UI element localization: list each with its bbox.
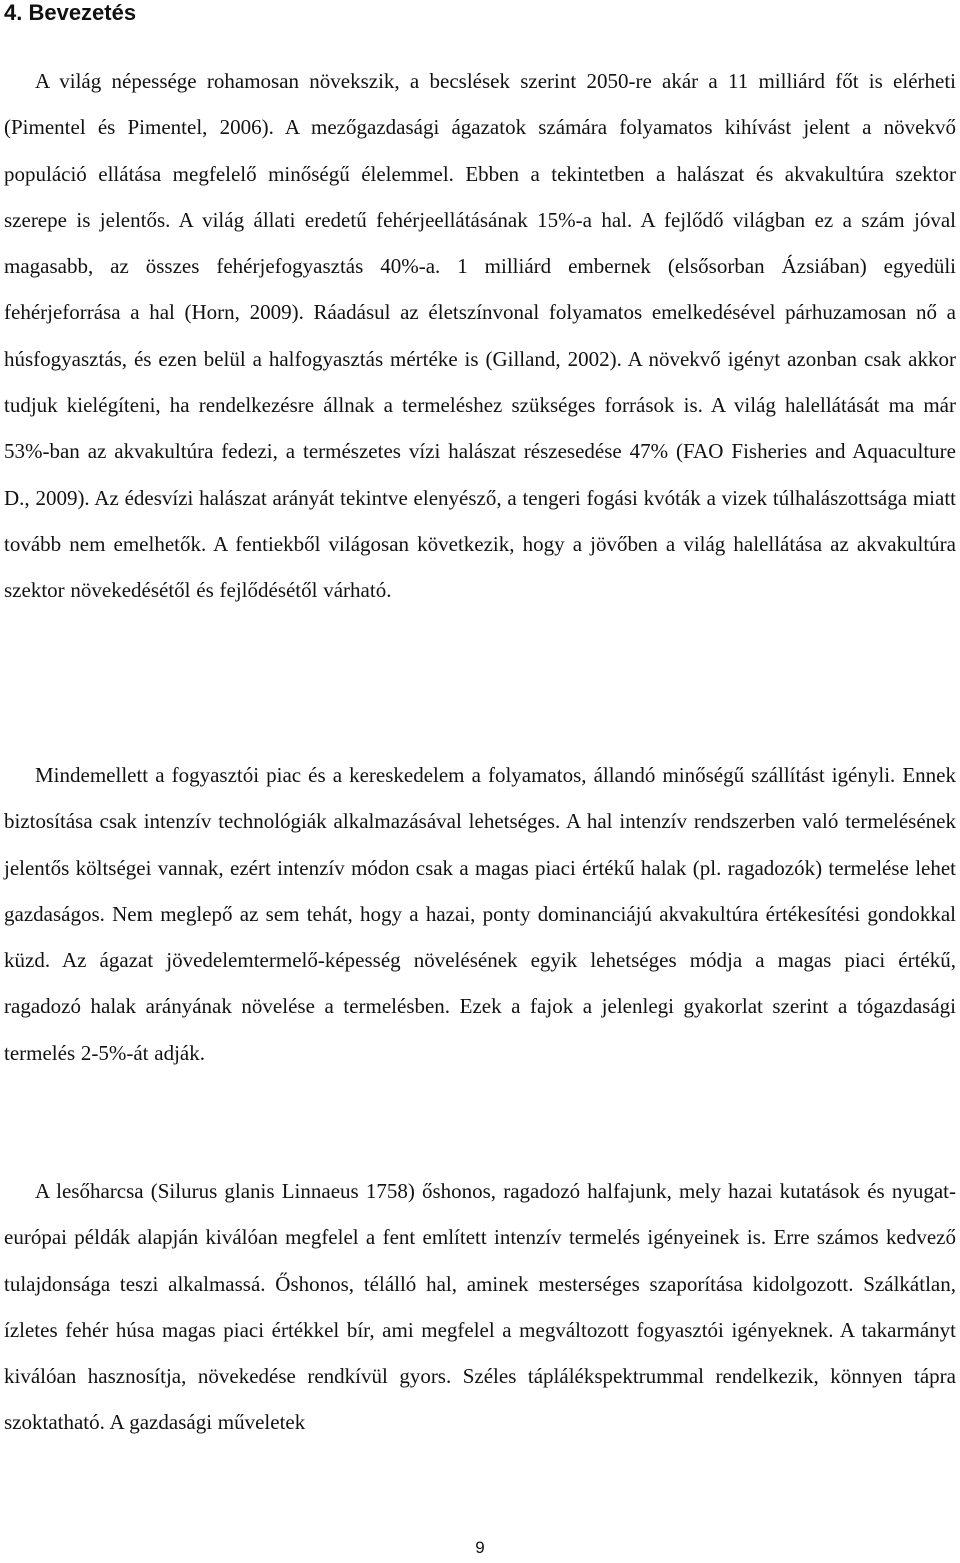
- page-number: 9: [475, 1538, 485, 1557]
- paragraph-3: A lesőharcsa (Silurus glanis Linnaeus 1758) őshonos, ragadozó halfajunk, mely hazai kutatások és nyugat-európai példák alapján kiválóan megfelel a fent említett intenzív termelés igényeinek is. Erre számos kedvező tulajdonsága teszi alkalmassá. Őshonos, télálló hal, aminek mesterséges szaporítása kidolgozott. Szálkátlan, ízletes fehér húsa magas piaci értékkel bír, ami megfelel a megváltozott fogyasztói igényeknek. A takarmányt kiválóan hasznosítja, növekedése rendkívül gyors. Széles táplálékspektrummal rendelkezik, könnyen tápra szoktatható. A gazdasági műveletek: [4, 1179, 956, 1435]
- paragraph-1: A világ népessége rohamosan növekszik, a becslések szerint 2050-re akár a 11 milliárd főt is elérheti (Pimentel és Pimentel, 2006). A mezőgazdasági ágazatok számára folyamatos kihívást jelent a növekvő populáció ellátása megfelelő minőségű élelemmel. Ebben a tekintetben a halászat és akvakultúra szektor szerepe is jelentős. A világ állati eredetű fehérjeellátásának 15%-a hal. A fejlődő világban ez a szám jóval magasabb, az összes fehérjefogyasztás 40%-a. 1 milliárd embernek (elsősorban Ázsiában) egyedüli fehérjeforrása a hal (Horn, 2009). Ráadásul az életszínvonal folyamatos emelkedésével párhuzamosan nő a húsfogyasztás, és ezen belül a halfogyasztás mértéke is (Gilland, 2002). A növekvő igényt azonban csak akkor tudjuk kielégíteni, ha rendelkezésre állnak a termeléshez szükséges források is. A világ halellátását ma már 53%-ban az akvakultúra fedezi, a természetes vízi halászat részesedése 47% (FAO Fisheries and Aquaculture D., 2009). Az édesvízi halászat arányát tekintve elenyésző, a tengeri fogási kvóták a vizek túlhalászottsága miatt tovább nem emelhetők. A fentiekből világosan következik, hogy a jövőben a világ halellátása az akvakultúra szektor növekedésétől és fejlődésétől várható.: [4, 69, 956, 603]
- section-heading: 4. Bevezetés: [4, 0, 137, 25]
- paragraph-2: Mindemellett a fogyasztói piac és a kereskedelem a folyamatos, állandó minőségű szállítást igényli. Ennek biztosítása csak intenzív technológiák alkalmazásával lehetséges. A hal intenzív rendszerben való termelésének jelentős költségei vannak, ezért intenzív módon csak a magas piaci értékű halak (pl. ragadozók) termelése lehet gazdaságos. Nem meglepő az sem tehát, hogy a hazai, ponty dominanciájú akvakultúra értékesítési gondokkal küzd. Az ágazat jövedelemtermelő-képesség növelésének egyik lehetséges módja a magas piaci értékű, ragadozó halak arányának növelése a termelésben. Ezek a fajok a jelenlegi gyakorlat szerint a tógazdasági termelés 2-5%-át adják.: [4, 763, 956, 1065]
